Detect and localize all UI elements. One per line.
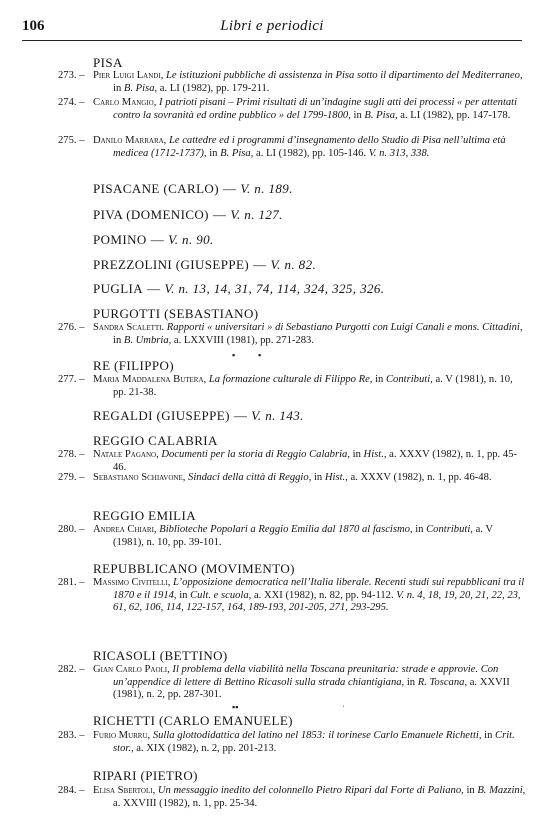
- entry-source: R. Toscana: [417, 676, 465, 688]
- entry-282: 282. – Gian Carlo Paoli, Il problema della viabilità nella Toscana preunitaria: strade e approvie. Con un’appendice di lettere di Bettino Ricasoli sulla strada chiantigiana, in R. Toscana, a. XXVII (1981), n. 2, pp. 287-301.: [58, 664, 510, 701]
- entry-author: Pier Luigi Landi: [93, 70, 161, 81]
- entry-title: Biblioteche Popolari a Reggio Emilia dal 1870 al fascismo: [159, 524, 410, 535]
- xref: V. n. 90.: [168, 232, 214, 247]
- running-title: Libri e periodici: [220, 18, 324, 34]
- entry-source: B. Pisa: [364, 109, 395, 121]
- entry-details: a. XXVII (1981), n. 2, pp. 287-301.: [113, 676, 510, 701]
- entry-title: Il problema della viabilità nella Toscana preunitaria: strade e approvie. Con un’appendice di lettere di Bettino Ricasoli sulla strada chiantigiana: [113, 664, 499, 688]
- section-heading-reggio-emilia: REGGIO EMILIA: [93, 508, 197, 523]
- section-heading-puglia: PUGLIA — V. n. 13, 14, 31, 74, 114, 324, 325, 326.: [93, 281, 385, 296]
- entry-279: 279. – Sebastiano Schiavone, Sindaci della città di Reggio, in Hist., a. XXXV (1982), n. 1, pp. 46-48.: [58, 472, 492, 483]
- entry-details: a. LI (1982), pp. 147-178.: [400, 109, 511, 121]
- running-header: [22, 18, 522, 40]
- heading-text: PIVA (DOMENICO): [93, 207, 209, 222]
- entry-title: I patrioti pisani – Primi risultati di un’indagine sugli atti dei processi « per attentati contro la sovranità ed ordine pubblico » del 1799-1800: [113, 97, 518, 121]
- entry-source: B. Pisa: [123, 82, 155, 94]
- entry-274: 274. – Carlo Mangio, I patrioti pisani – Primi risultati di un’indagine sugli atti dei processi « per attentati contro la sovranità ed ordine pubblico » del 1799-1800, in B. Pisa, a. LI (1982), pp. 147-178.: [58, 97, 518, 121]
- entry-author: Elisa Sbertoli: [93, 785, 153, 796]
- entry-number: 276. –: [58, 322, 85, 333]
- entry-details: a. XXXV (1982), n. 1, pp. 45-46.: [113, 449, 517, 473]
- entry-author: Sandra Scaletti: [93, 322, 162, 333]
- ink-speck: ▪▪: [232, 702, 239, 712]
- entry-author: Carlo Mangio: [93, 97, 154, 108]
- heading-text: PREZZOLINI (GIUSEPPE): [93, 257, 250, 272]
- entry-276: 276. – Sandra Scaletti. Rapporti « universitari » di Sebastiano Purgotti con Luigi Canali e mons. Cittadini, in B. Umbria, a. LXXVIII (1981), pp. 271-283.: [58, 322, 523, 346]
- section-heading-regaldi: REGALDI (GIUSEPPE) — V. n. 143.: [93, 408, 304, 423]
- entry-xref: V. n. 4, 18, 19, 20, 21, 22, 23, 61, 62, 106, 114, 122-157, 164, 189-193, 201-205, 271, 293-295.: [113, 589, 521, 614]
- entry-author: Natale Pagano: [93, 449, 157, 460]
- entry-details: a. V (1981), n. 10, pp. 21-38.: [113, 374, 513, 398]
- section-heading-piva: PIVA (DOMENICO) — V. n. 127.: [93, 207, 283, 222]
- section-heading-ripari: RIPARI (PIETRO): [93, 768, 198, 783]
- entry-source: Crit. stor.: [113, 730, 515, 754]
- entry-275: 275. – Danilo Marrara, Le cattedre ed i programmi d’insegnamento dello Studio di Pisa nell’ultima età medicea (1712-1737), in B. Pisa, a. LI (1982), pp. 105-146. V. n. 313, 338.: [58, 135, 506, 159]
- entry-277: 277. – Maria Maddalena Butera, La formazione culturale di Filippo Re, in Contributi, a. V (1981), n. 10, pp. 21-38.: [58, 374, 513, 398]
- section-heading-repubblicano: REPUBBLICANO (MOVIMENTO): [93, 561, 295, 576]
- entry-title: Sindaci della città di Reggio: [188, 472, 309, 483]
- ink-speck: ▪: [232, 350, 236, 360]
- entry-author: Andrea Chiari: [93, 524, 154, 535]
- page-number: 106: [22, 18, 45, 34]
- heading-text: REGALDI (GIUSEPPE): [93, 408, 230, 423]
- entry-details: a. XXXV (1982), n. 1, pp. 46-48.: [350, 472, 492, 483]
- entry-details: a. LI (1982), pp. 179-211.: [159, 82, 270, 94]
- section-heading-re: RE (FILIPPO): [93, 358, 174, 373]
- entry-source: B. Mazzini: [477, 785, 523, 796]
- entry-278: 278. – Natale Pagano, Documenti per la storia di Reggio Calabria, in Hist., a. XXXV (1982), n. 1, pp. 45-46.: [58, 449, 517, 473]
- xref: V. n. 189.: [240, 181, 293, 196]
- entry-author: Furio Murru: [93, 730, 148, 741]
- entry-title: L’opposizione democratica nell’Italia liberale. Recenti studi sui repubblicani tra il 1870 e il 1914: [113, 577, 525, 601]
- entry-details: a. XIX (1982), n. 2, pp. 201-213.: [136, 742, 277, 754]
- entry-source: Cult. e scuola: [190, 589, 249, 601]
- entry-author: Danilo Marrara: [93, 135, 164, 146]
- entry-number: 273. –: [58, 70, 85, 81]
- entry-number: 279. –: [58, 472, 85, 483]
- entry-details: a. XXI (1982), n. 82, pp. 94-112.: [253, 589, 394, 601]
- header-rule: [22, 40, 522, 41]
- entry-source: Contributi: [426, 524, 471, 535]
- section-heading-prezzolini: PREZZOLINI (GIUSEPPE) — V. n. 82.: [93, 257, 317, 272]
- section-heading-ricasoli: RICASOLI (BETTINO): [93, 648, 228, 663]
- entry-details: a. LXXVIII (1981), pp. 271-283.: [173, 334, 314, 346]
- entry-title: Le cattedre ed i programmi d’insegnamento dello Studio di Pisa nell’ultima età medicea (1712-1737): [113, 135, 506, 159]
- heading-text: PUGLIA: [93, 281, 144, 296]
- entry-source: Hist.: [363, 449, 384, 460]
- entry-284: 284. – Elisa Sbertoli, Un messaggio inedito del colonnello Pietro Ripari dal Forte di Paliano, in B. Mazzini, a. XXVIII (1982), n. 1, pp. 25-34.: [58, 785, 526, 809]
- xref: V. n. 143.: [251, 408, 304, 423]
- entry-details: a. V (1981), n. 10, pp. 39-101.: [113, 524, 493, 548]
- entry-273: 273. – Pier Luigi Landi, Le istituzioni pubbliche di assistenza in Pisa sotto il dipartimento del Mediterraneo, in B. Pisa, a. LI (1982), pp. 179-211.: [58, 70, 523, 94]
- xref: V. n. 127.: [230, 207, 283, 222]
- entry-details: a. XXVIII (1982), n. 1, pp. 25-34.: [113, 797, 258, 809]
- entry-source: B. Umbria: [123, 334, 169, 346]
- ink-speck: ▪: [258, 350, 262, 360]
- ink-speck: ˈ: [342, 704, 345, 714]
- entry-title: Rapporti « universitari » di Sebastiano Purgotti con Luigi Canali e mons. Cittadini: [166, 322, 520, 333]
- xref: V. n. 82.: [270, 257, 317, 272]
- entry-details: a. LI (1982), pp. 105-146.: [256, 147, 367, 159]
- entry-title: Documenti per la storia di Reggio Calabria: [161, 449, 348, 460]
- section-heading-pomino: POMINO — V. n. 90.: [93, 232, 214, 247]
- section-heading-pisa: PISA: [93, 55, 123, 70]
- entry-283: 283. – Furio Murru, Sulla glottodidattica del latino nel 1853: il torinese Carlo Emanuele Richetti, in Crit. stor., a. XIX (1982), n. 2, pp. 201-213.: [58, 730, 515, 754]
- entry-author: Gian Carlo Paoli: [93, 664, 168, 675]
- entry-number: 282. –: [58, 664, 85, 675]
- entry-number: 274. –: [58, 97, 85, 108]
- entry-author: Massimo Civitelli: [93, 577, 168, 588]
- heading-text: PISACANE (CARLO): [93, 181, 219, 196]
- entry-number: 277. –: [58, 374, 85, 385]
- section-heading-pisacane: PISACANE (CARLO) — V. n. 189.: [93, 181, 293, 196]
- entry-source: B. Pisa: [220, 147, 251, 159]
- entry-number: 284. –: [58, 785, 85, 796]
- entry-280: 280. – Andrea Chiari, Biblioteche Popolari a Reggio Emilia dal 1870 al fascismo, in Contributi, a. V (1981), n. 10, pp. 39-101.: [58, 524, 493, 548]
- entry-source: Contributi: [385, 374, 431, 385]
- entry-xref: V. n. 313, 338.: [368, 147, 430, 159]
- entry-author: Maria Maddalena Butera: [93, 374, 204, 385]
- heading-text: POMINO: [93, 232, 147, 247]
- section-heading-reggio-calabria: REGGIO CALABRIA: [93, 433, 218, 448]
- entry-title: La formazione culturale di Filippo Re: [208, 374, 370, 385]
- entry-source: Hist.: [324, 472, 346, 483]
- entry-title: Sulla glottodidattica del latino nel 1853: il torinese Carlo Emanuele Richetti: [152, 730, 479, 741]
- entry-title: Le istituzioni pubbliche di assistenza in Pisa sotto il dipartimento del Mediterraneo: [165, 70, 520, 81]
- entry-281: 281. – Massimo Civitelli, L’opposizione democratica nell’Italia liberale. Recenti studi sui repubblicani tra il 1870 e il 1914, in Cult. e scuola, a. XXI (1982), n. 82, pp. 94-112. V. n. 4, 18, 19, 20, 21, 22, 23, 61, 62, 106, 114, 122-157, 164, 189-193, 201-205, 271, 293-295.: [58, 577, 525, 614]
- xref: V. n. 13, 14, 31, 74, 114, 324, 325, 326.: [164, 281, 385, 296]
- entry-author: Sebastiano Schiavone: [93, 472, 183, 483]
- entry-number: 283. –: [58, 730, 85, 741]
- entry-number: 280. –: [58, 524, 85, 535]
- entry-number: 275. –: [58, 135, 85, 146]
- entry-title: Un messaggio inedito del colonnello Pietro Ripari dal Forte di Paliano: [157, 785, 462, 796]
- section-heading-purgotti: PURGOTTI (SEBASTIANO): [93, 306, 259, 321]
- entry-number: 278. –: [58, 449, 85, 460]
- entry-number: 281. –: [58, 577, 85, 588]
- section-heading-richetti: RICHETTI (CARLO EMANUELE): [93, 713, 293, 728]
